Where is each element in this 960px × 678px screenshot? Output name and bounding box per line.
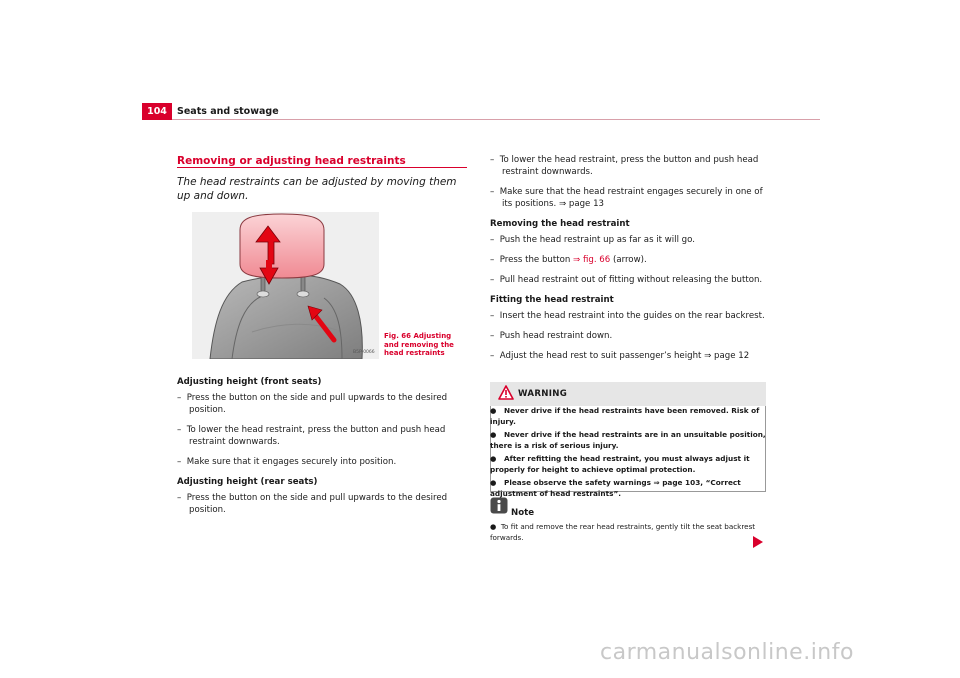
header-rule [172,119,820,120]
fitting-heading: Fitting the head restraint [490,295,614,305]
warning-title: WARNING [518,389,568,399]
continue-arrow-icon[interactable] [751,534,765,553]
rear-step-3: – Make sure that the head restraint engages securely in one of its positions. ⇒ page 13 [490,187,763,209]
warning-item-4: ● Please observe the safety warnings ⇒ page 103, “Correct adjustment of head restraints”. [490,478,741,498]
running-header: Seats and stowage [177,106,279,117]
section-title: Removing or adjusting head restraints [177,155,406,167]
section-rule [177,167,467,168]
note-item-1: ● To fit and remove the rear head restraints, gently tilt the seat backrest forwards. [490,522,756,542]
removing-step-3: – Pull head restraint out of fitting without releasing the button. [490,275,763,285]
front-seats-heading: Adjusting height (front seats) [177,377,322,387]
note-title: Note [511,508,535,518]
warning-item-2: ● Never drive if the head restraints are in an unsuitable position, there is a risk of serious injury. [490,430,766,450]
right-column [490,154,766,362]
rear-step-2: – To lower the head restraint, press the button and push head restraint downwards. [490,155,759,177]
note-icon [490,497,508,518]
figure-caption: Fig. 66 Adjusting and removing the head restraints [384,332,454,357]
note-list [490,521,766,543]
fitting-step-2: – Push head restraint down. [490,331,613,341]
section-intro: The head restraints can be adjusted by moving them up and down. [177,176,457,202]
removing-heading: Removing the head restraint [490,219,630,229]
warning-triangle-icon [498,385,514,404]
left-column [177,376,467,516]
rear-seats-heading: Adjusting height (rear seats) [177,477,318,487]
rear-step-1: – Press the button on the side and pull upwards to the desired position. [177,493,448,515]
front-step-3: – Make sure that it engages securely into position. [177,457,397,467]
fitting-step-3: – Adjust the head rest to suit passenger’s height ⇒ page 12 [490,351,750,361]
fitting-step-1: – Insert the head restraint into the guides on the rear backrest. [490,311,765,321]
page-number: 104 [142,103,172,120]
figure-code: B5P-0066 [353,350,375,355]
warning-item-3: ● After refitting the head restraint, you must always adjust it properly for height to achieve optimal protection. [490,454,750,474]
removing-step-2: – Press the button ⇒ fig. 66 (arrow). [490,255,647,265]
watermark: carmanualsonline.info [600,640,854,665]
figure-link[interactable]: ⇒ fig. 66 [573,255,611,265]
warning-item-1: ● Never drive if the head restraints have been removed. Risk of injury. [490,406,760,426]
removing-step-1: – Push the head restraint up as far as it will go. [490,235,695,245]
front-step-1: – Press the button on the side and pull upwards to the desired position. [177,393,448,415]
head-restraint-figure [192,212,379,359]
front-step-2: – To lower the head restraint, press the button and push head restraint downwards. [177,425,446,447]
warning-list [490,405,766,499]
